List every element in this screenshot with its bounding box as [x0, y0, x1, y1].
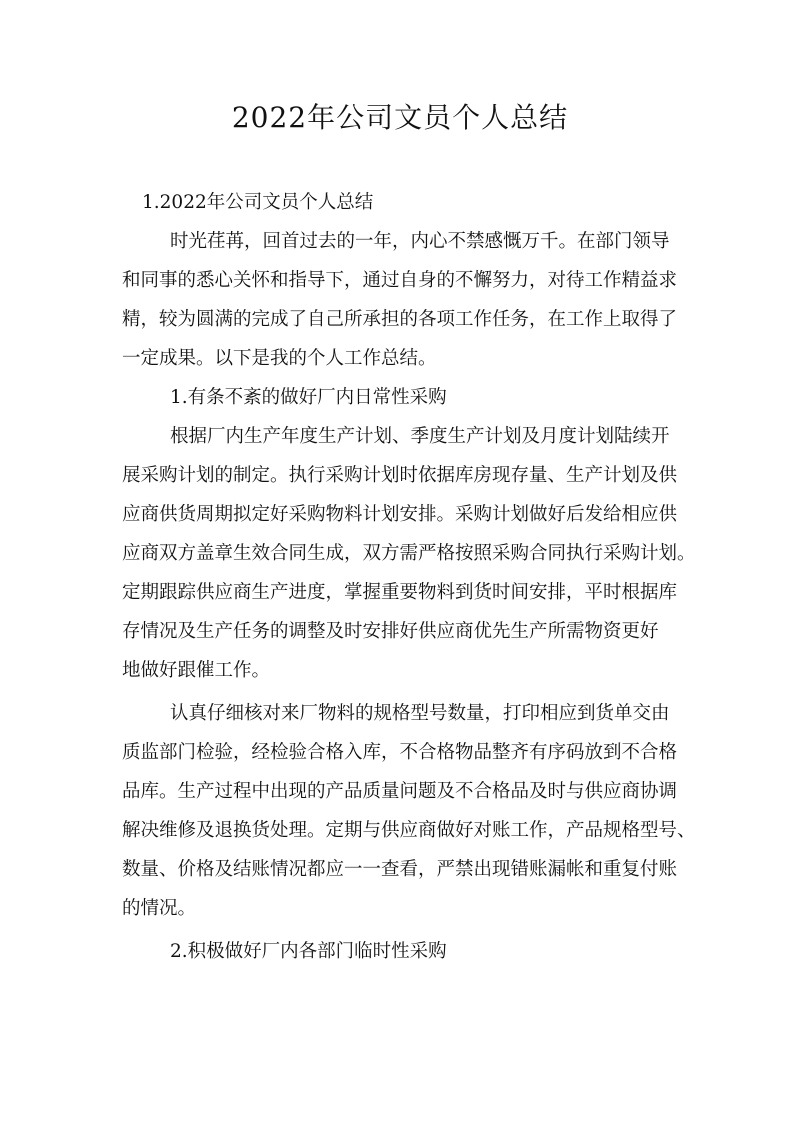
- paragraph-line: 时光荏苒，回首过去的一年，内心不禁感慨万千。在部门领导: [170, 231, 670, 252]
- paragraph-line: 一定成果。以下是我的个人工作总结。: [122, 348, 437, 369]
- paragraph-line: 根据厂内生产年度生产计划、季度生产计划及月度计划陆续开: [170, 426, 670, 447]
- item1-paragraph-2: [122, 694, 696, 928]
- paragraph-line: 应商双方盖章生效合同生成，双方需严格按照采购合同执行采购计划。: [122, 543, 696, 564]
- paragraph-line: 和同事的悉心关怀和指导下，通过自身的不懈努力，对待工作精益求: [122, 270, 678, 291]
- paragraph-line: 展采购计划的制定。执行采购计划时依据库房现存量、生产计划及供: [122, 465, 678, 486]
- paragraph-line: 应商供货周期拟定好采购物料计划安排。采购计划做好后发给相应供: [122, 504, 678, 525]
- paragraph-line: 解决维修及退换货处理。定期与供应商做好对账工作，产品规格型号、: [122, 820, 696, 841]
- paragraph-line: 认真仔细核对来厂物料的规格型号数量，打印相应到货单交由: [170, 703, 670, 724]
- document-title: 2022年公司文员个人总结: [231, 101, 569, 134]
- item1-paragraph-1: [122, 417, 696, 690]
- section-heading: 1.2022年公司文员个人总结: [142, 192, 374, 213]
- paragraph-line: 数量、价格及结账情况都应一一查看，严禁出现错账漏帐和重复付账: [122, 859, 678, 880]
- item1-heading: 1.有条不紊的做好厂内日常性采购: [170, 387, 447, 408]
- document-body: [122, 183, 696, 971]
- paragraph-line: 定期跟踪供应商生产进度，掌握重要物料到货时间安排，平时根据库: [122, 582, 678, 603]
- paragraph-line: 质监部门检验，经检验合格入库，不合格物品整齐有序码放到不合格: [122, 742, 678, 763]
- intro-paragraph: [122, 222, 688, 378]
- paragraph-line: 的情况。: [122, 898, 197, 919]
- item2-heading: 2.积极做好厂内各部门临时性采购: [170, 941, 447, 962]
- paragraph-line: 精，较为圆满的完成了自己所承担的各项工作任务，在工作上取得了: [122, 309, 678, 330]
- paragraph-line: 品库。生产过程中出现的产品质量问题及不合格品及时与供应商协调: [122, 781, 678, 802]
- paragraph-line: 存情况及生产任务的调整及时安排好供应商优先生产所需物资更好: [122, 621, 659, 642]
- paragraph-line: 地做好跟催工作。: [122, 660, 271, 681]
